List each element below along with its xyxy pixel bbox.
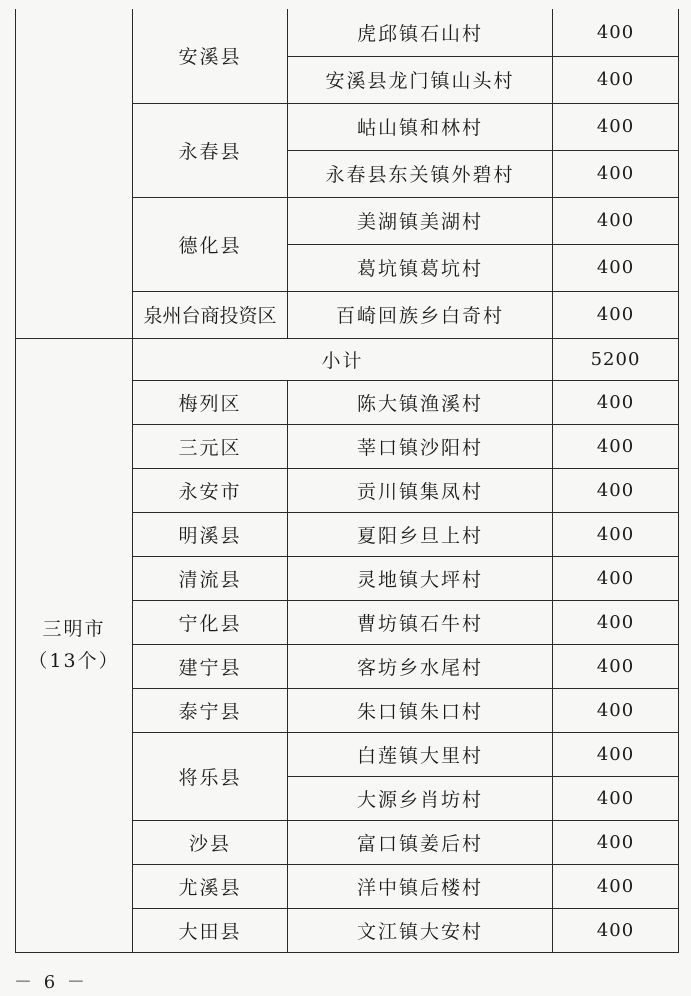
amount-cell: 400 — [553, 197, 679, 244]
village-cell: 安溪县龙门镇山头村 — [288, 56, 553, 103]
amount-cell: 400 — [553, 468, 679, 512]
county-cell: 尤溪县 — [133, 864, 288, 908]
amount-cell: 400 — [553, 424, 679, 468]
county-cell: 宁化县 — [133, 600, 288, 644]
village-cell: 客坊乡水尾村 — [288, 644, 553, 688]
page-number: － 6 － — [14, 972, 88, 993]
county-cell: 明溪县 — [133, 512, 288, 556]
village-cell: 富口镇姜后村 — [288, 820, 553, 864]
county-cell: 泰宁县 — [133, 688, 288, 732]
village-cell: 文江镇大安村 — [288, 908, 553, 952]
village-cell: 灵地镇大坪村 — [288, 556, 553, 600]
village-cell: 贡川镇集凤村 — [288, 468, 553, 512]
amount-cell: 400 — [553, 644, 679, 688]
village-cell: 永春县东关镇外碧村 — [288, 150, 553, 197]
amount-cell: 400 — [553, 150, 679, 197]
village-cell: 夏阳乡旦上村 — [288, 512, 553, 556]
county-cell: 泉州台商投资区 — [133, 291, 288, 338]
county-cell: 清流县 — [133, 556, 288, 600]
amount-cell: 400 — [553, 244, 679, 291]
amount-cell: 400 — [553, 820, 679, 864]
county-cell: 建宁县 — [133, 644, 288, 688]
amount-cell: 400 — [553, 600, 679, 644]
city-cell-sanming — [16, 338, 133, 952]
county-cell: 永安市 — [133, 468, 288, 512]
village-cell: 大源乡肖坊村 — [288, 776, 553, 820]
county-cell: 德化县 — [133, 197, 288, 291]
amount-cell: 400 — [553, 103, 679, 150]
city-name: 三明市 — [42, 618, 106, 640]
allocation-table — [15, 9, 679, 953]
subtotal-value: 5200 — [553, 338, 679, 380]
village-cell: 洋中镇后楼村 — [288, 864, 553, 908]
village-cell: 白莲镇大里村 — [288, 732, 553, 776]
county-cell: 永春县 — [133, 103, 288, 197]
county-cell: 沙县 — [133, 820, 288, 864]
amount-cell: 400 — [553, 864, 679, 908]
county-cell: 三元区 — [133, 424, 288, 468]
amount-cell: 400 — [553, 380, 679, 424]
village-cell: 莘口镇沙阳村 — [288, 424, 553, 468]
county-cell: 安溪县 — [133, 9, 288, 103]
amount-cell: 400 — [553, 291, 679, 338]
village-cell: 虎邱镇石山村 — [288, 9, 553, 56]
amount-cell: 400 — [553, 556, 679, 600]
village-cell: 美湖镇美湖村 — [288, 197, 553, 244]
village-cell: 曹坊镇石牛村 — [288, 600, 553, 644]
village-cell: 陈大镇渔溪村 — [288, 380, 553, 424]
amount-cell: 400 — [553, 732, 679, 776]
village-cell: 朱口镇朱口村 — [288, 688, 553, 732]
amount-cell: 400 — [553, 688, 679, 732]
village-cell: 岵山镇和林村 — [288, 103, 553, 150]
county-cell: 大田县 — [133, 908, 288, 952]
village-cell: 百崎回族乡白奇村 — [288, 291, 553, 338]
city-cell-quanzhou-continued — [16, 9, 133, 338]
subtotal-label: 小计 — [133, 338, 553, 380]
county-cell: 梅列区 — [133, 380, 288, 424]
county-cell: 将乐县 — [133, 732, 288, 820]
village-cell: 葛坑镇葛坑村 — [288, 244, 553, 291]
amount-cell: 400 — [553, 908, 679, 952]
amount-cell: 400 — [553, 9, 679, 56]
amount-cell: 400 — [553, 776, 679, 820]
city-count: （13个） — [28, 650, 120, 672]
amount-cell: 400 — [553, 56, 679, 103]
amount-cell: 400 — [553, 512, 679, 556]
